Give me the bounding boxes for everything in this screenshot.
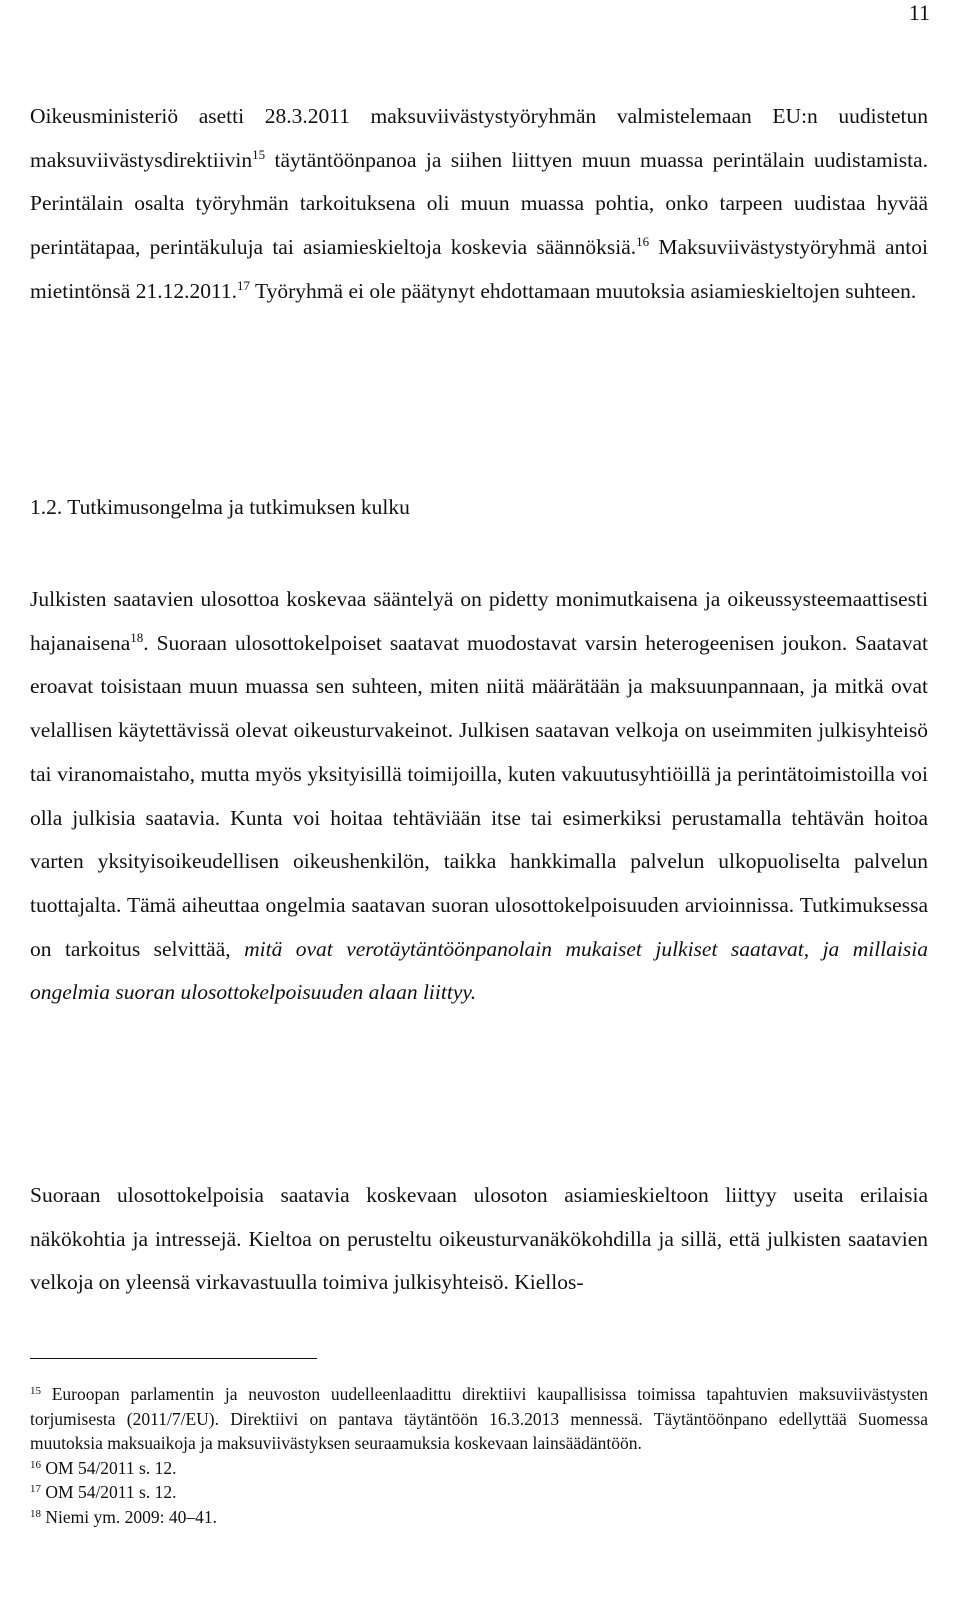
footnote-17: [30, 1480, 928, 1505]
footnote-18: [30, 1505, 928, 1530]
footnote-ref: 18: [130, 629, 144, 645]
agent-ban-paragraph: Suoraan ulosottokelpoisia saatavia koskevaan ulosoton asiamieskieltoon liittyy useita erilaisia näkökohtia ja intressejä. Kieltoa on perusteltu oikeusturvanäkökohdilla ja sillä, että julkisten saatavien velkoja on yleensä virkavastuulla toimiva julkisyhteisö. Kiellos-: [30, 1183, 928, 1295]
paragraph-text: Oikeusministeriö asetti 28.3.2011 maksuviivästystyöryhmän valmistelemaan EU:n uudistetun maksuviivästysdirektiivin: [30, 104, 928, 172]
footnote-text: OM 54/2011 s. 12.: [41, 1457, 177, 1478]
paragraph-text: Maksuviivästystyöryhmä antoi mietintönsä 21.12.2011.: [30, 235, 928, 303]
section-heading: 1.2. Tutkimusongelma ja tutkimuksen kulku: [30, 495, 410, 519]
footnote-ref: 17: [237, 278, 251, 294]
paragraph-text: Työryhmä ei ole päätynyt ehdottamaan muutoksia asiamieskieltojen suhteen.: [250, 278, 917, 303]
footnote-ref: 16: [636, 234, 650, 250]
footnote-16: [30, 1456, 928, 1481]
paragraph-text: täytäntöönpanoa ja siihen liittyen muun muassa perintälain uudistamista. Perintälain osalta työryhmän tarkoituksena oli muun muassa pohtia, onko tarpeen uudistaa hyvää perintätapaa, perintäkuluja tai asiamieskieltoja koskevia säännöksiä.: [30, 147, 928, 260]
footnote-separator: [30, 1358, 317, 1359]
footnote-number: 18: [30, 1507, 41, 1520]
research-problem-paragraph: [30, 578, 928, 1015]
intro-paragraph: [30, 95, 928, 314]
footnote-text: Niemi ym. 2009: 40–41.: [41, 1506, 217, 1527]
footnote-text: OM 54/2011 s. 12.: [41, 1482, 177, 1502]
footnote-15: [30, 1382, 928, 1456]
page-number: 11: [908, 0, 930, 25]
footnote-text: Euroopan parlamentin ja neuvoston uudelleenlaadittu direktiivi kaupallisissa toimissa tapahtuvien maksuviivästysten torjumisesta (2011/7/EU). Direktiivi on pantava täytäntöön 16.3.2013 mennessä. Täytäntöönpano edellyttää Suomessa muutoksia maksuaikoja ja maksuviivästyksen seuraamuksia koskevaan lainsäädäntöön.: [30, 1384, 928, 1453]
paragraph-text: . Suoraan ulosottokelpoiset saatavat muodostavat varsin heterogeenisen joukon. Saatavat eroavat toisistaan muun muassa sen suhteen, miten niitä määrätään ja maksuunpannaan, ja mitkä ovat velallisen käytettävissä olevat oikeusturvakeinot. Julkisen saatavan velkoja on useimmiten julkisyhteisö tai viranomaistaho, mutta myös yksityisillä toimijoilla, kuten vakuutusyhtiöillä ja perintätoimistoilla voi olla julkisia saatavia. Kunta voi hoitaa tehtäviään itse tai esimerkiksi perustamalla tehtävän hoitoa varten yksityisoikeudellisen oikeushenkilön, taikka hankkimalla palvelun ulkopuoliselta palvelun tuottajalta. Tämä aiheuttaa ongelmia saatavan suoran ulosottokelpoisuuden arvioinnissa. Tutkimuksessa on tarkoitus selvittää,: [30, 630, 928, 961]
footnote-ref: 15: [252, 146, 266, 162]
footnotes: [30, 1382, 928, 1529]
footnote-number: 17: [30, 1482, 41, 1495]
research-question: mitä ovat verotäytäntöönpanolain mukaiset julkiset saatavat, ja millaisia ongelmia suoran ulosottokelpoisuuden alaan liittyy.: [30, 936, 928, 1005]
footnote-number: 16: [30, 1458, 41, 1471]
footnote-number: 15: [30, 1384, 41, 1397]
paragraph-text: Julkisten saatavien ulosottoa koskevaa sääntelyä on pidetty monimutkaisena ja oikeussysteemaattisesti hajanaisena: [30, 587, 928, 655]
